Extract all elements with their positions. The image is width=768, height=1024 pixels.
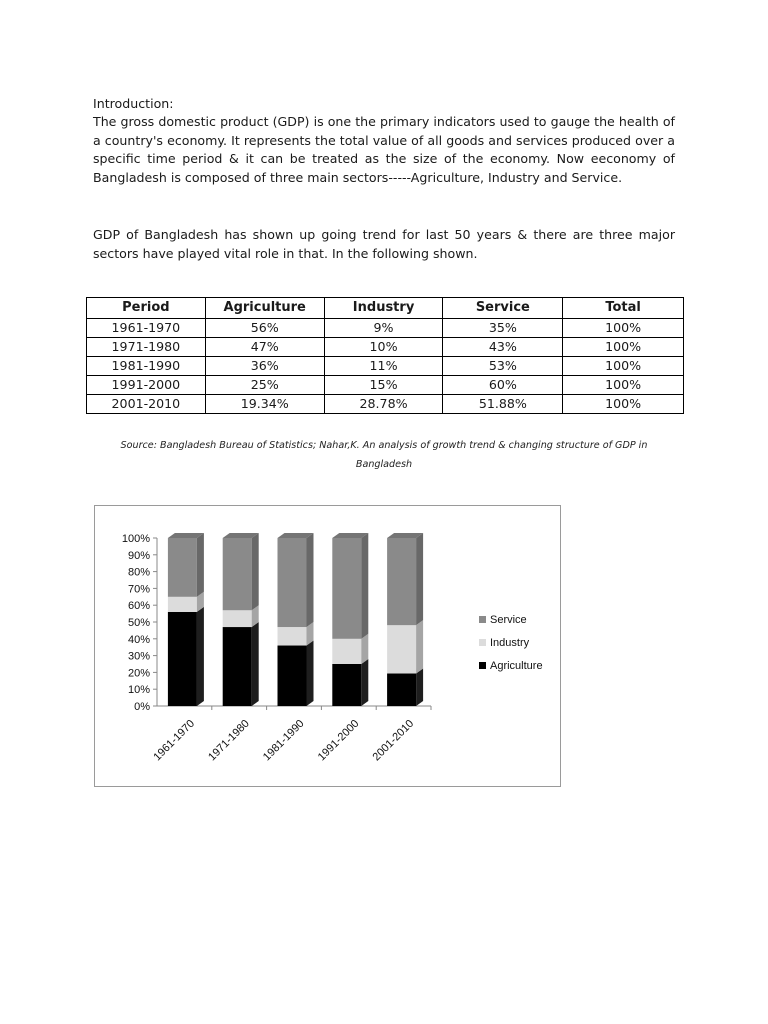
table-row [87, 338, 684, 357]
table-cell: 100% [563, 338, 684, 357]
bar-service-4 [387, 538, 416, 625]
bar-service-1 [223, 538, 252, 610]
source-citation [92, 436, 676, 474]
legend-label-service: Service [490, 614, 527, 626]
header-period: Period [87, 298, 206, 319]
bar-side-industry-4 [416, 620, 423, 673]
y-tick-label: 90% [127, 549, 150, 562]
bar-side-industry-3 [361, 634, 368, 664]
bar-side-agriculture-4 [416, 669, 423, 706]
table-cell: 25% [205, 376, 324, 395]
bar-side-service-4 [416, 533, 423, 625]
y-tick-label: 0% [134, 701, 150, 713]
bar-industry-4 [387, 625, 416, 673]
bar-service-0 [168, 538, 197, 597]
x-tick-label: 2001-2010 [370, 717, 417, 764]
header-service: Service [443, 298, 563, 319]
table-cell: 28.78% [324, 395, 443, 414]
bar-industry-1 [223, 610, 252, 627]
legend-swatch-service [479, 616, 486, 623]
y-tick-label: 10% [127, 684, 150, 697]
table-cell: 100% [563, 376, 684, 395]
table-cell: 47% [205, 338, 324, 357]
table-cell: 10% [324, 338, 443, 357]
bar-agriculture-0 [168, 612, 197, 706]
bar-side-service-1 [252, 533, 259, 610]
bar-industry-3 [332, 639, 361, 664]
y-tick-label: 100% [121, 533, 150, 545]
bar-side-service-2 [307, 533, 314, 627]
bar-side-service-0 [197, 533, 204, 597]
table-header-row [87, 298, 684, 319]
legend-label-industry: Industry [490, 637, 530, 649]
header-total: Total [563, 298, 684, 319]
intro-paragraph: The gross domestic product (GDP) is one the primary indicators used to gauge the health of a country's economy. It represents the total value of all goods and services produced over a specific time period & it can be treated as the size of the economy. Now eeconomy of Bangladesh is composed of three main sectors-----Agriculture, Industry and Service. [93, 114, 675, 185]
table-cell: 1981-1990 [87, 357, 206, 376]
table-cell: 1991-2000 [87, 376, 206, 395]
bar-side-agriculture-0 [197, 607, 204, 706]
bar-side-agriculture-2 [307, 641, 314, 706]
x-tick-label: 1991-2000 [315, 717, 362, 764]
trend-paragraph: GDP of Bangladesh has shown up going trend for last 50 years & there are three major sectors have played vital role in that. In the following shown. [93, 227, 675, 261]
y-tick-label: 60% [127, 600, 150, 613]
y-tick-label: 30% [127, 650, 150, 663]
table-cell: 35% [443, 319, 563, 338]
table-cell: 1971-1980 [87, 338, 206, 357]
y-tick-label: 50% [127, 617, 150, 629]
header-industry: Industry [324, 298, 443, 319]
y-tick-label: 40% [127, 633, 150, 646]
header-agriculture: Agriculture [205, 298, 324, 319]
bar-service-3 [332, 538, 361, 639]
table-row [87, 319, 684, 338]
table-cell: 56% [205, 319, 324, 338]
gdp-sector-table [86, 297, 684, 414]
table-cell: 100% [563, 357, 684, 376]
y-tick-label: 20% [127, 667, 150, 680]
table-row [87, 376, 684, 395]
table-cell: 19.34% [205, 395, 324, 414]
gdp-stacked-chart [94, 505, 561, 787]
bar-service-2 [278, 538, 307, 627]
table-cell: 9% [324, 319, 443, 338]
table-cell: 100% [563, 319, 684, 338]
table-cell: 100% [563, 395, 684, 414]
source-line-2: Bangladesh [355, 459, 413, 470]
x-tick-label: 1981-1990 [260, 717, 307, 764]
bar-agriculture-3 [332, 664, 361, 706]
source-line-1: Source: Bangladesh Bureau of Statistics; Nahar,K. An analysis of growth trend & changing structure of GDP in [120, 440, 648, 451]
legend-swatch-industry [479, 639, 486, 646]
bar-side-service-3 [361, 533, 368, 639]
y-tick-label: 70% [127, 583, 150, 596]
table-cell: 15% [324, 376, 443, 395]
table-cell: 1961-1970 [87, 319, 206, 338]
bar-industry-0 [168, 597, 197, 612]
x-tick-label: 1971-1980 [206, 717, 252, 764]
table-cell: 51.88% [443, 395, 563, 414]
table-cell: 36% [205, 357, 324, 376]
x-tick-label: 1961-1970 [151, 717, 198, 764]
table-cell: 43% [443, 338, 563, 357]
table-row [87, 357, 684, 376]
intro-heading: Introduction: [93, 96, 174, 111]
bar-agriculture-1 [223, 627, 252, 706]
y-tick-label: 80% [127, 566, 150, 579]
table-cell: 60% [443, 376, 563, 395]
bar-side-agriculture-1 [252, 622, 259, 706]
bar-industry-2 [278, 627, 307, 645]
table-cell: 11% [324, 357, 443, 376]
chart-canvas [95, 506, 560, 786]
table-cell: 2001-2010 [87, 395, 206, 414]
table-row [87, 395, 684, 414]
bar-agriculture-4 [387, 674, 416, 706]
bar-agriculture-2 [278, 646, 307, 706]
bar-side-agriculture-3 [361, 659, 368, 706]
legend-label-agriculture: Agriculture [490, 660, 543, 672]
table-cell: 53% [443, 357, 563, 376]
legend-swatch-agriculture [479, 662, 486, 669]
